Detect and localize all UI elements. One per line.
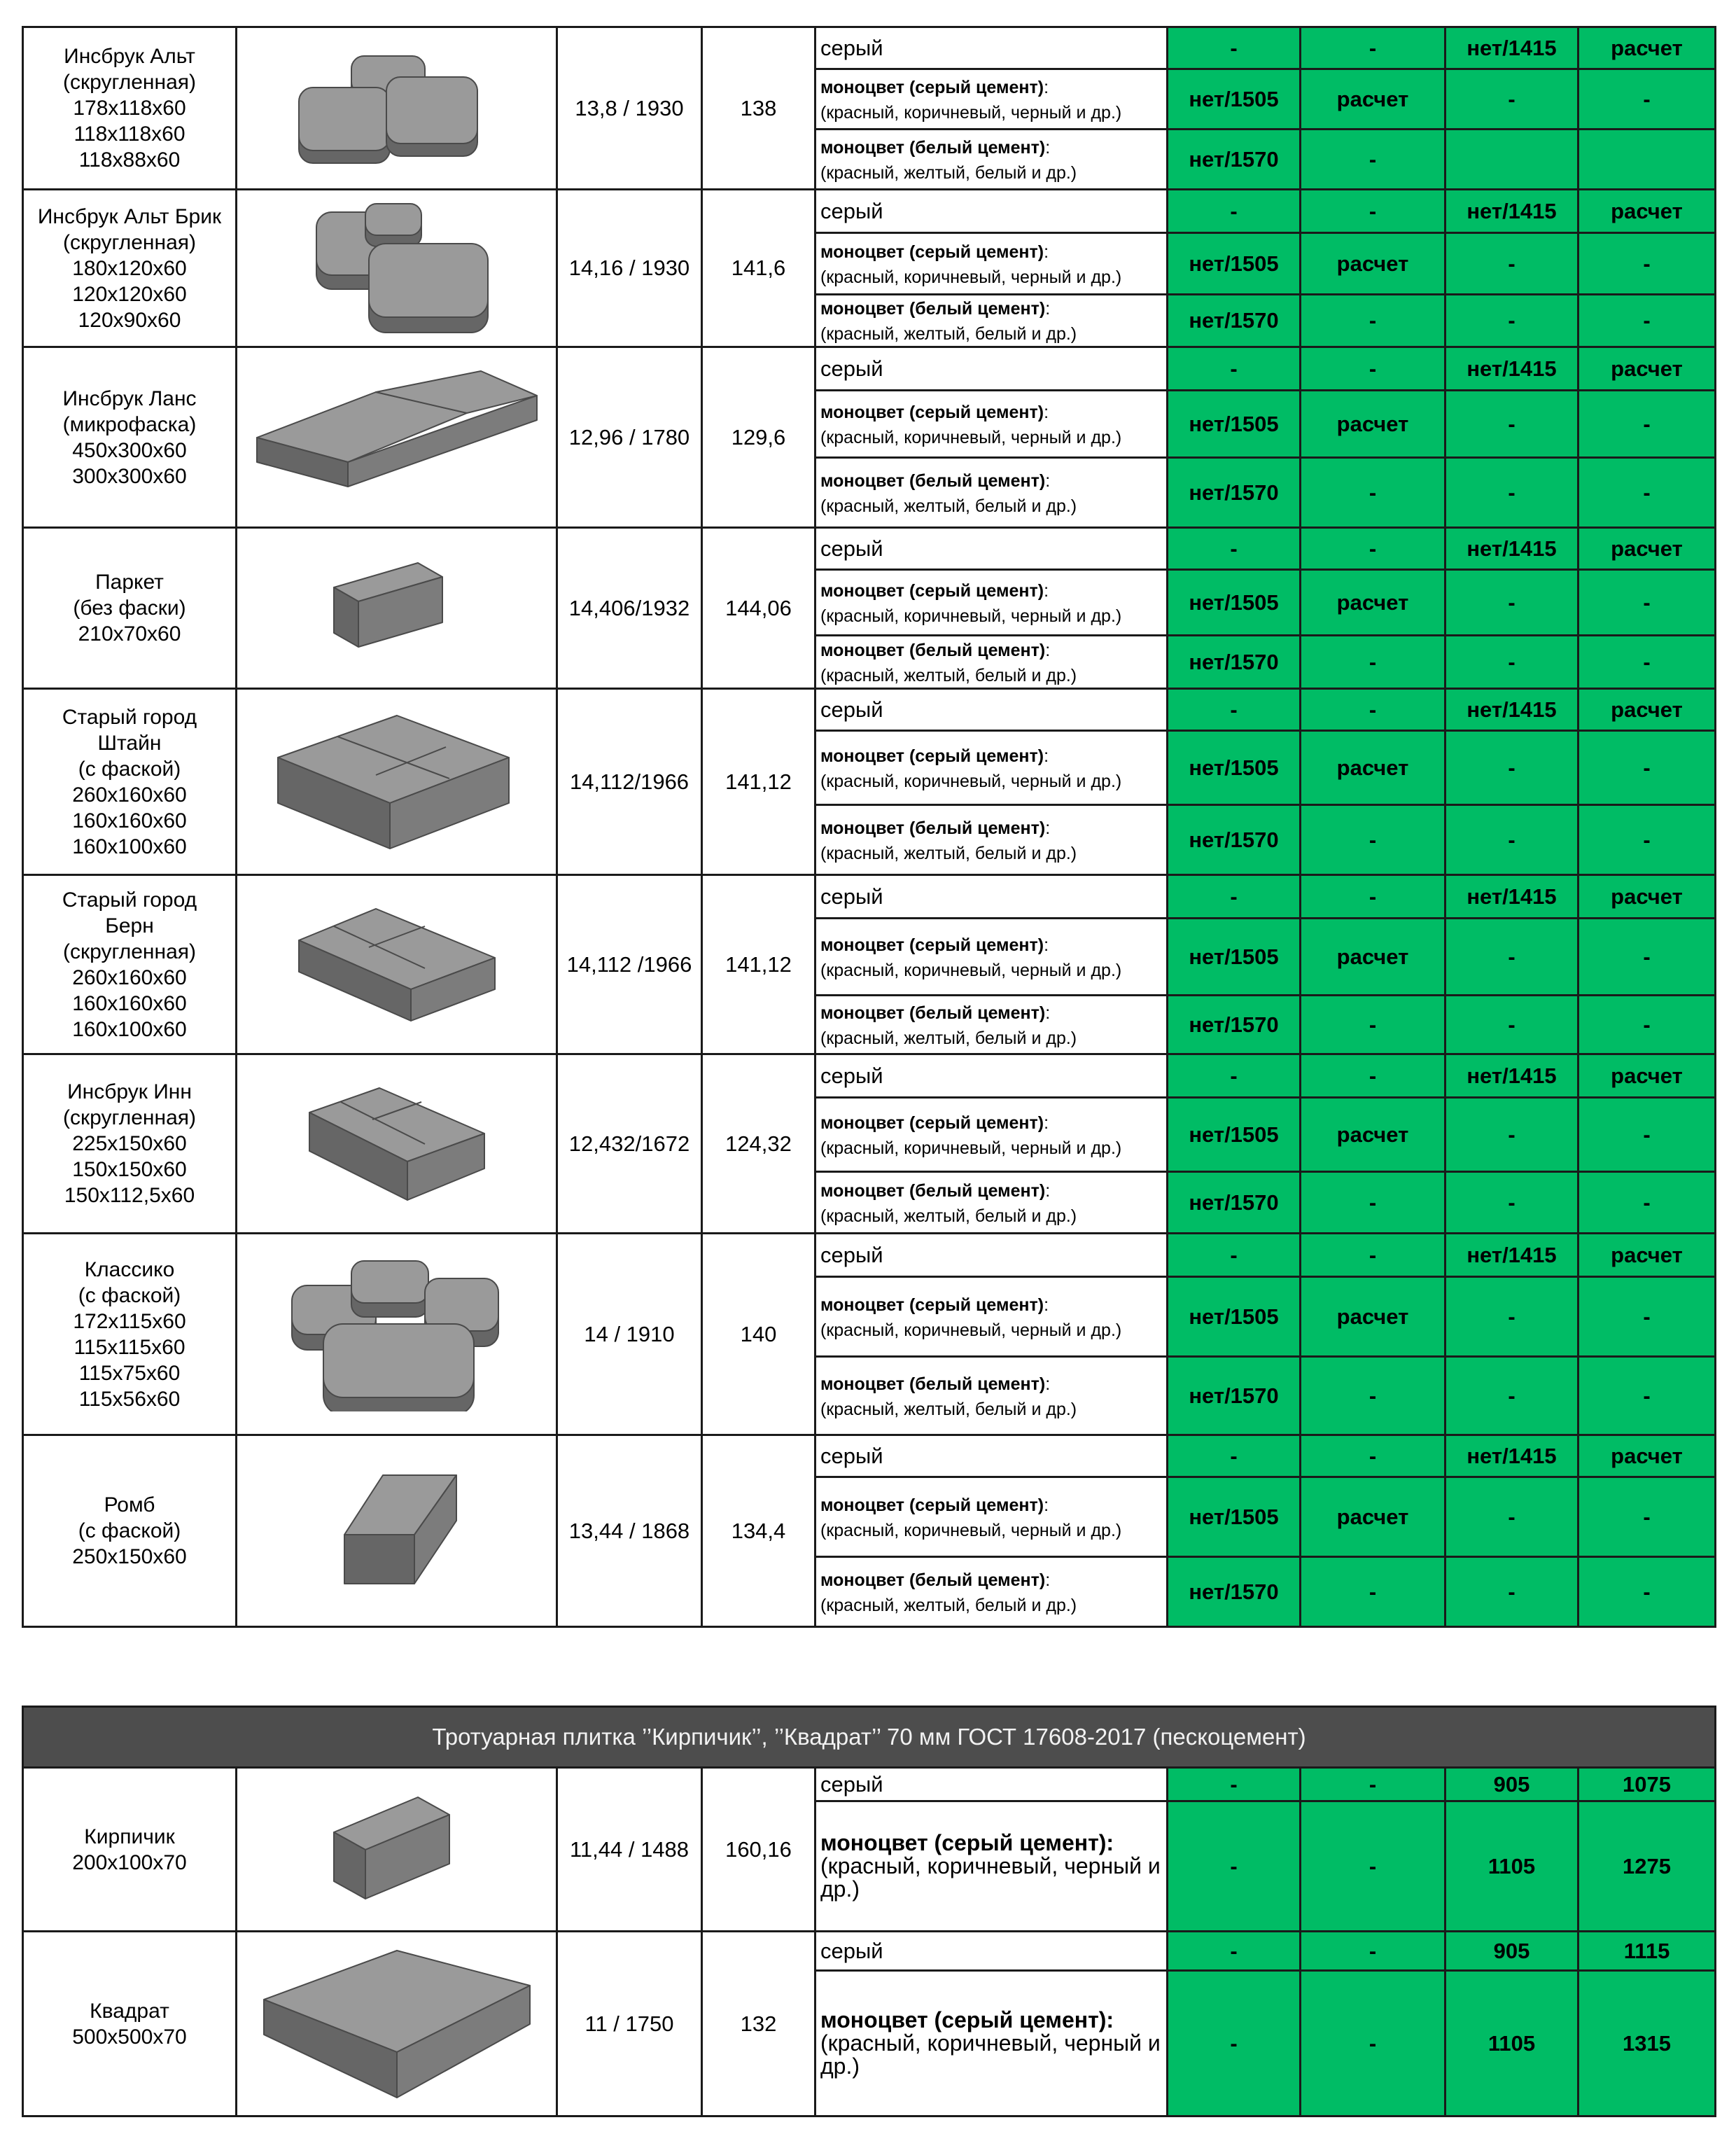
paving-inn-icon (302, 1085, 491, 1204)
variant-gray: серый (816, 1054, 1168, 1098)
table-row (23, 27, 1716, 69)
paving-klassiko-icon (285, 1257, 509, 1411)
product-image (237, 1435, 557, 1627)
product-name-line: (с фаской) (78, 757, 181, 781)
paving-brik-icon (292, 198, 502, 338)
variant-mono-gray: моноцвет (серый цемент): (красный, коричневый, черный и др.) (816, 919, 1168, 996)
price-cell: - (1301, 1932, 1446, 1971)
price-cell: - (1578, 805, 1716, 875)
price-cell: - (1446, 570, 1578, 636)
paving-alt-icon (292, 49, 502, 168)
product-name (23, 190, 237, 347)
price-cell: расчет (1578, 1435, 1716, 1477)
price-cell: расчет (1301, 1277, 1446, 1357)
product-name-line: 200x100x70 (72, 1850, 187, 1874)
variant-mono-white: моноцвет (белый цемент): (красный, желтый, белый и др.) (816, 805, 1168, 875)
price-cell: нет/1570 (1168, 1357, 1301, 1435)
product-name-line: (скругленная) (63, 71, 196, 94)
paving-lans-icon (250, 364, 544, 511)
price-cell: нет/1570 (1168, 636, 1301, 689)
price-cell: - (1578, 69, 1716, 130)
product-name (23, 875, 237, 1054)
price-cell: расчет (1301, 391, 1446, 458)
product-name-line: 450x300x60 (72, 438, 187, 462)
table-row (23, 190, 1716, 233)
product-name-line: 160x100x60 (72, 835, 187, 858)
price-cell: расчет (1301, 1098, 1446, 1172)
price-cell: - (1446, 458, 1578, 528)
variant-mono-gray: моноцвет (серый цемент): (красный, коричневый, черный и др.) (816, 391, 1168, 458)
variant-gray: серый (816, 1932, 1168, 1971)
price-cell: расчет (1301, 1477, 1446, 1557)
weight-cell: 13,44 / 1868 (557, 1435, 702, 1627)
price-cell: - (1446, 636, 1578, 689)
weight-cell: 11,44 / 1488 (557, 1768, 702, 1932)
variant-mono-white: моноцвет (белый цемент): (красный, желтый, белый и др.) (816, 996, 1168, 1054)
section2-title: Тротуарная плитка ’’Кирпичик’’, ’’Квадрат’’ 70 мм ГОСТ 17608-2017 (пескоцемент) (23, 1707, 1716, 1768)
price-cell: расчет (1301, 233, 1446, 295)
price-cell: нет/1570 (1168, 1172, 1301, 1234)
product-name (23, 27, 237, 190)
product-name-line: (скругленная) (63, 1106, 196, 1129)
price-cell: - (1446, 295, 1578, 347)
product-name-line: Классико (84, 1257, 175, 1281)
product-name-line: Кирпичик (84, 1825, 175, 1848)
weight-cell: 14,16 / 1930 (557, 190, 702, 347)
price-cell: расчет (1578, 1054, 1716, 1098)
price-cell: расчет (1578, 689, 1716, 731)
price-cell (1578, 130, 1716, 190)
paving-romb-icon (323, 1472, 470, 1591)
variant-mono-white: моноцвет (белый цемент): (красный, желтый, белый и др.) (816, 1557, 1168, 1627)
price-cell: - (1446, 1357, 1578, 1435)
price-cell: - (1446, 805, 1578, 875)
price-cell: нет/1415 (1446, 1234, 1578, 1277)
product-name-line: 210x70x60 (78, 622, 181, 646)
price-cell: - (1301, 1172, 1446, 1234)
price-cell: - (1301, 528, 1446, 570)
price-cell: - (1578, 1172, 1716, 1234)
product-name-line: Инсбрук Альт Брик (37, 204, 222, 228)
price-cell: - (1301, 458, 1446, 528)
variant-mono-white: моноцвет (белый цемент): (красный, желтый, белый и др.) (816, 458, 1168, 528)
product-name-line: 115x75x60 (78, 1361, 181, 1385)
variant-mono-gray: моноцвет (серый цемент): (красный, коричневый, черный и др.) (816, 1277, 1168, 1357)
product-name-line: Квадрат (90, 1999, 169, 2023)
price-cell: - (1446, 391, 1578, 458)
price-cell: - (1578, 996, 1716, 1054)
price-cell: - (1578, 636, 1716, 689)
product-name-line: 172x115x60 (73, 1309, 186, 1333)
product-name-line: 150x112,5x60 (64, 1184, 195, 1207)
price-cell: - (1446, 731, 1578, 805)
price-cell: нет/1505 (1168, 69, 1301, 130)
table-row (23, 1768, 1716, 1801)
paving-parket-icon (327, 559, 467, 657)
product-image (237, 27, 557, 190)
price-cell: расчет (1301, 570, 1446, 636)
price-cell: - (1301, 1971, 1446, 2116)
variant-gray: серый (816, 1768, 1168, 1801)
price-cell: 905 (1446, 1768, 1578, 1801)
price-cell: нет/1415 (1446, 347, 1578, 391)
product-name-line: (микрофаска) (62, 412, 197, 436)
table-row (23, 689, 1716, 731)
price-cell: - (1168, 1971, 1301, 2116)
price-cell: - (1578, 731, 1716, 805)
price-cell: - (1301, 1801, 1446, 1932)
product-name-line: 115x115x60 (74, 1335, 186, 1359)
product-name (23, 1932, 237, 2116)
product-name-line: 115x56x60 (78, 1387, 181, 1411)
weight-cell: 12,96 / 1780 (557, 347, 702, 528)
price-cell: расчет (1301, 919, 1446, 996)
product-name-line: (с фаской) (78, 1519, 181, 1542)
price-cell: - (1446, 919, 1578, 996)
variant-mono-gray: моноцвет (серый цемент): (красный, коричневый, черный и др.) (816, 1098, 1168, 1172)
price-cell: расчет (1301, 731, 1446, 805)
product-name (23, 528, 237, 689)
table-row (23, 1234, 1716, 1277)
price-cell: - (1168, 190, 1301, 233)
price-cell: нет/1570 (1168, 996, 1301, 1054)
per-cell: 132 (702, 1932, 816, 2116)
price-cell: нет/1505 (1168, 1477, 1301, 1557)
price-cell: нет/1415 (1446, 875, 1578, 919)
price-cell: нет/1415 (1446, 1054, 1578, 1098)
price-cell: расчет (1578, 1234, 1716, 1277)
product-image (237, 190, 557, 347)
price-cell: нет/1570 (1168, 458, 1301, 528)
price-cell: нет/1415 (1446, 1435, 1578, 1477)
price-cell: - (1168, 528, 1301, 570)
price-cell: 1105 (1446, 1971, 1578, 2116)
product-name-line: 260x160x60 (72, 965, 187, 989)
price-cell: - (1446, 996, 1578, 1054)
product-name-line: Старый город (62, 888, 197, 912)
variant-mono-white: моноцвет (белый цемент): (красный, желтый, белый и др.) (816, 1172, 1168, 1234)
price-cell: - (1168, 1801, 1301, 1932)
per-cell: 129,6 (702, 347, 816, 528)
variant-mono-gray: моноцвет (серый цемент): (красный, коричневый, черный и др.) (816, 1801, 1168, 1932)
per-cell: 141,6 (702, 190, 816, 347)
price-table (22, 26, 1716, 1628)
weight-cell: 14,112 /1966 (557, 875, 702, 1054)
product-name (23, 1054, 237, 1234)
table-row (23, 1932, 1716, 1971)
price-cell: - (1168, 1932, 1301, 1971)
variant-gray: серый (816, 1234, 1168, 1277)
product-name-line: (без фаски) (73, 597, 186, 620)
price-cell: нет/1415 (1446, 689, 1578, 731)
price-cell: - (1578, 1557, 1716, 1627)
price-cell: - (1301, 1357, 1446, 1435)
product-name-line: (скругленная) (63, 230, 196, 254)
product-name-line: Берн (105, 914, 154, 937)
price-cell: - (1301, 1054, 1446, 1098)
product-name-line: 500x500x70 (72, 2025, 187, 2049)
product-name (23, 1234, 237, 1435)
product-name-line: 120x90x60 (78, 308, 181, 332)
price-cell: расчет (1578, 27, 1716, 69)
variant-gray: серый (816, 528, 1168, 570)
price-cell: - (1446, 1172, 1578, 1234)
product-image (237, 347, 557, 528)
price-cell: - (1301, 190, 1446, 233)
product-name-line: Паркет (95, 571, 164, 594)
product-name (23, 347, 237, 528)
product-name-line: 120x120x60 (72, 282, 187, 306)
variant-gray: серый (816, 27, 1168, 69)
price-cell: - (1578, 458, 1716, 528)
product-name (23, 689, 237, 875)
price-cell: - (1446, 1477, 1578, 1557)
price-cell: - (1301, 1234, 1446, 1277)
price-cell: - (1446, 1277, 1578, 1357)
price-cell: - (1578, 570, 1716, 636)
product-name-line: Инсбрук Ланс (62, 386, 197, 410)
product-name-line: 118x118x60 (74, 123, 186, 146)
product-image (237, 875, 557, 1054)
price-cell: - (1168, 689, 1301, 731)
per-cell: 140 (702, 1234, 816, 1435)
product-image (237, 528, 557, 689)
weight-cell: 14,406/1932 (557, 528, 702, 689)
weight-cell: 14 / 1910 (557, 1234, 702, 1435)
price-cell: - (1578, 919, 1716, 996)
price-cell: - (1168, 875, 1301, 919)
price-cell: - (1446, 69, 1578, 130)
paving-bern-icon (292, 905, 502, 1024)
product-name-line: Штайн (97, 731, 162, 755)
variant-mono-white: моноцвет (белый цемент): (красный, желтый, белый и др.) (816, 1357, 1168, 1435)
variant-mono-gray: моноцвет (серый цемент): (красный, коричневый, черный и др.) (816, 69, 1168, 130)
price-cell: 905 (1446, 1932, 1578, 1971)
per-cell: 141,12 (702, 875, 816, 1054)
weight-cell: 14,112/1966 (557, 689, 702, 875)
price-cell: - (1446, 233, 1578, 295)
price-cell: нет/1570 (1168, 295, 1301, 347)
product-name-line: Инсбрук Инн (67, 1080, 192, 1103)
table-row (23, 347, 1716, 391)
price-cell: 1315 (1578, 1971, 1716, 2116)
weight-cell: 11 / 1750 (557, 1932, 702, 2116)
price-cell: 1105 (1446, 1801, 1578, 1932)
price-cell: нет/1505 (1168, 1277, 1301, 1357)
product-name-line: 118x88x60 (78, 148, 181, 172)
price-cell: - (1168, 1234, 1301, 1277)
product-image (237, 1932, 557, 2116)
product-name-line: 160x160x60 (72, 809, 187, 832)
variant-mono-gray: моноцвет (серый цемент): (красный, коричневый, черный и др.) (816, 1971, 1168, 2116)
price-cell: - (1578, 391, 1716, 458)
price-cell: расчет (1578, 190, 1716, 233)
price-cell: расчет (1578, 875, 1716, 919)
variant-mono-gray: моноцвет (серый цемент): (красный, коричневый, черный и др.) (816, 731, 1168, 805)
table-row (23, 1435, 1716, 1477)
variant-gray: серый (816, 1435, 1168, 1477)
product-image (237, 1768, 557, 1932)
price-cell: - (1301, 1435, 1446, 1477)
per-cell: 160,16 (702, 1768, 816, 1932)
per-cell: 138 (702, 27, 816, 190)
price-cell: - (1446, 1098, 1578, 1172)
product-name-line: Старый город (62, 705, 197, 729)
price-cell: 1075 (1578, 1768, 1716, 1801)
product-name-line: 160x100x60 (72, 1017, 187, 1041)
table-row (23, 1054, 1716, 1098)
price-cell: нет/1570 (1168, 1557, 1301, 1627)
price-cell: расчет (1578, 528, 1716, 570)
paving-kvadrat-icon (257, 1947, 537, 2101)
price-cell: 1115 (1578, 1932, 1716, 1971)
price-cell: - (1301, 805, 1446, 875)
variant-mono-white: моноцвет (белый цемент): (красный, желтый, белый и др.) (816, 636, 1168, 689)
price-cell: - (1301, 295, 1446, 347)
price-cell: расчет (1578, 347, 1716, 391)
price-cell: нет/1415 (1446, 190, 1578, 233)
price-cell: - (1301, 875, 1446, 919)
product-name-line: Ромб (104, 1493, 155, 1516)
variant-mono-gray: моноцвет (серый цемент): (красный, коричневый, черный и др.) (816, 1477, 1168, 1557)
price-cell: нет/1505 (1168, 1098, 1301, 1172)
product-name-line: 150x150x60 (72, 1158, 187, 1181)
price-cell: - (1301, 1768, 1446, 1801)
product-name-line: 300x300x60 (72, 464, 187, 488)
price-cell: нет/1505 (1168, 919, 1301, 996)
variant-gray: серый (816, 875, 1168, 919)
price-cell (1446, 130, 1578, 190)
price-cell: - (1301, 347, 1446, 391)
product-name-line: 225x150x60 (72, 1132, 187, 1155)
price-cell: - (1578, 1477, 1716, 1557)
price-cell: - (1301, 689, 1446, 731)
per-cell: 144,06 (702, 528, 816, 689)
price-cell: нет/1415 (1446, 528, 1578, 570)
price-cell: нет/1415 (1446, 27, 1578, 69)
product-name-line: Инсбрук Альт (64, 45, 195, 68)
price-cell: - (1578, 233, 1716, 295)
price-cell: - (1578, 295, 1716, 347)
variant-mono-white: моноцвет (белый цемент): (красный, желтый, белый и др.) (816, 130, 1168, 190)
price-cell: нет/1505 (1168, 731, 1301, 805)
product-name-line: 250x150x60 (72, 1545, 187, 1568)
price-cell: нет/1505 (1168, 570, 1301, 636)
variant-mono-gray: моноцвет (серый цемент): (красный, коричневый, черный и др.) (816, 233, 1168, 295)
price-cell: - (1578, 1277, 1716, 1357)
section2-table (22, 1706, 1716, 2117)
price-cell: - (1301, 27, 1446, 69)
per-cell: 141,12 (702, 689, 816, 875)
price-cell: - (1168, 1054, 1301, 1098)
paving-kirpich-icon (327, 1794, 467, 1906)
variant-gray: серый (816, 347, 1168, 391)
price-cell: - (1446, 1557, 1578, 1627)
product-name (23, 1435, 237, 1627)
table-row (23, 528, 1716, 570)
product-image (237, 689, 557, 875)
variant-gray: серый (816, 689, 1168, 731)
per-cell: 134,4 (702, 1435, 816, 1627)
per-cell: 124,32 (702, 1054, 816, 1234)
price-cell: расчет (1301, 69, 1446, 130)
variant-gray: серый (816, 190, 1168, 233)
product-name-line: 180x120x60 (72, 256, 187, 280)
product-name-line: 160x160x60 (72, 991, 187, 1015)
price-cell: 1275 (1578, 1801, 1716, 1932)
price-cell: - (1168, 347, 1301, 391)
price-cell: - (1578, 1098, 1716, 1172)
weight-cell: 12,432/1672 (557, 1054, 702, 1234)
price-cell: нет/1570 (1168, 130, 1301, 190)
price-cell: нет/1505 (1168, 391, 1301, 458)
product-name-line: 260x160x60 (72, 783, 187, 807)
product-image (237, 1054, 557, 1234)
product-name-line: (с фаской) (78, 1283, 181, 1307)
price-cell: - (1301, 130, 1446, 190)
product-image (237, 1234, 557, 1435)
price-cell: - (1301, 996, 1446, 1054)
paving-shtain-icon (271, 709, 523, 856)
price-cell: - (1168, 1435, 1301, 1477)
variant-mono-white: моноцвет (белый цемент): (красный, желтый, белый и др.) (816, 295, 1168, 347)
product-name-line: 178x118x60 (73, 97, 186, 120)
product-name (23, 1768, 237, 1932)
table-row (23, 875, 1716, 919)
price-cell: нет/1505 (1168, 233, 1301, 295)
price-cell: - (1578, 1357, 1716, 1435)
price-cell: - (1168, 27, 1301, 69)
product-name-line: (скругленная) (63, 940, 196, 963)
price-cell: - (1168, 1768, 1301, 1801)
price-cell: нет/1570 (1168, 805, 1301, 875)
price-cell: - (1301, 1557, 1446, 1627)
variant-mono-gray: моноцвет (серый цемент): (красный, коричневый, черный и др.) (816, 570, 1168, 636)
price-cell: - (1301, 636, 1446, 689)
weight-cell: 13,8 / 1930 (557, 27, 702, 190)
